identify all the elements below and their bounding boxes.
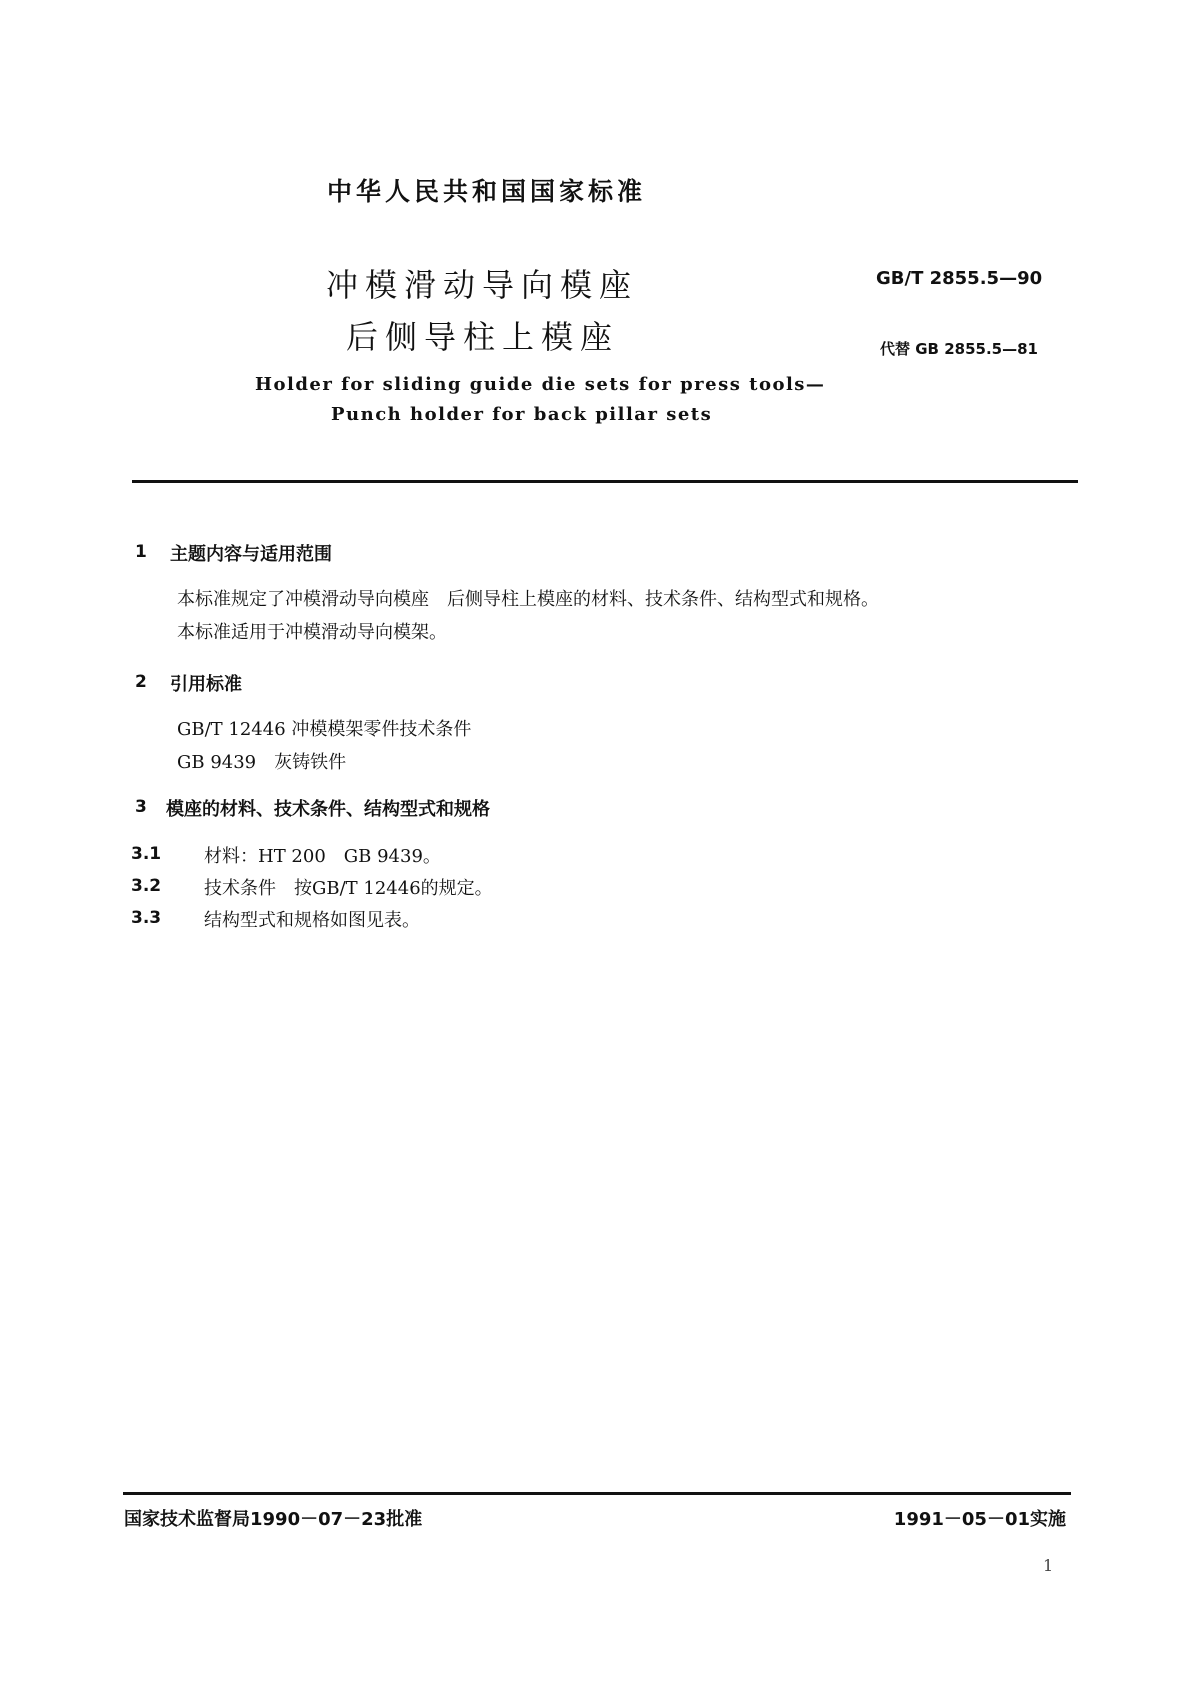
section-1-number: 1 <box>135 542 147 562</box>
subsection-3-1-number: 3.1 <box>131 844 162 864</box>
reference-2: GB 9439 灰铸铁件 <box>177 752 347 773</box>
national-standard-heading: 中华人民共和国国家标准 <box>327 177 647 206</box>
section-1-title: 主题内容与适用范围 <box>170 544 332 565</box>
title-line-1: 冲模滑动导向模座 <box>326 266 639 304</box>
section-3-number: 3 <box>135 797 147 817</box>
title-line-2: 后侧导柱上模座 <box>346 318 620 356</box>
section-2-number: 2 <box>135 672 147 692</box>
subsection-3-2-text: 技术条件 按GB/T 12446的规定。 <box>204 878 493 899</box>
section-3-title: 模座的材料、技术条件、结构型式和规格 <box>166 799 490 820</box>
section-1-paragraph-2: 本标准适用于冲模滑动导向模架。 <box>177 622 447 643</box>
reference-1: GB/T 12446 冲模模架零件技术条件 <box>177 719 472 740</box>
footer-divider <box>123 1492 1071 1495</box>
english-title-line-1: Holder for sliding guide die sets for press tools— <box>255 374 826 395</box>
english-title-line-2: Punch holder for back pillar sets <box>331 404 713 425</box>
implementation-date: 1991－05－01实施 <box>893 1509 1066 1530</box>
approval-date: 国家技术监督局1990－07－23批准 <box>124 1509 423 1530</box>
header-divider <box>132 480 1078 483</box>
subsection-3-1-text: 材料：HT 200 GB 9439。 <box>204 846 441 867</box>
page-number: 1 <box>1043 1556 1054 1575</box>
standard-number: GB/T 2855.5—90 <box>876 268 1043 289</box>
replaces-standard: 代替 GB 2855.5—81 <box>880 340 1038 358</box>
subsection-3-3-number: 3.3 <box>131 908 162 928</box>
section-1-paragraph-1: 本标准规定了冲模滑动导向模座 后侧导柱上模座的材料、技术条件、结构型式和规格。 <box>177 589 879 610</box>
section-2-title: 引用标准 <box>170 674 242 695</box>
subsection-3-3-text: 结构型式和规格如图见表。 <box>204 910 420 931</box>
subsection-3-2-number: 3.2 <box>131 876 162 896</box>
